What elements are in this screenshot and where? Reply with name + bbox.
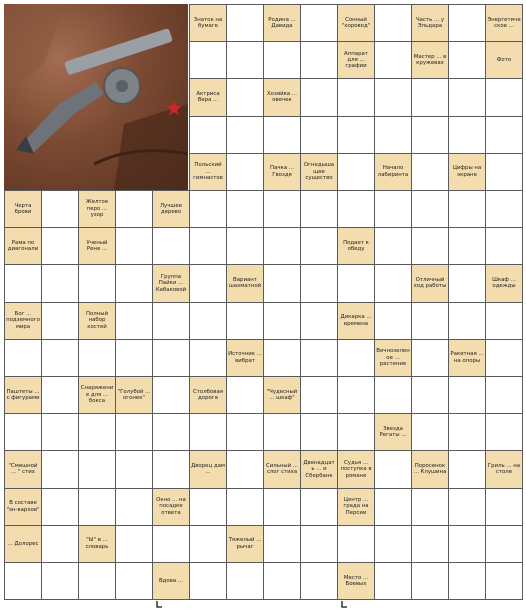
clue-cell [4, 302, 42, 340]
clue-text: Источник ... вибрат [228, 351, 262, 364]
answer-cell[interactable] [226, 41, 264, 79]
answer-cell[interactable] [152, 413, 190, 451]
clue-cell [337, 450, 375, 488]
clue-text: Подает к обеду [343, 239, 369, 253]
clue-text: Ракетная ... на опоры [450, 351, 484, 364]
answer-cell[interactable] [448, 227, 486, 265]
revolver-icon [4, 4, 188, 190]
answer-cell[interactable] [189, 339, 227, 377]
clue-text: Судья ... поступка в романе [340, 459, 372, 479]
answer-cell[interactable] [337, 153, 375, 191]
clue-text: Мастер ... в кружевах [413, 53, 447, 67]
clue-text: Группа Пайки ... Кабаковой [155, 273, 187, 293]
answer-cell[interactable] [300, 227, 338, 265]
answer-cell[interactable] [448, 41, 486, 79]
clue-text: Начало лабиринта [377, 165, 409, 178]
answer-cell[interactable] [152, 302, 190, 340]
answer-cell[interactable] [300, 488, 338, 526]
answer-cell[interactable] [337, 190, 375, 228]
answer-cell[interactable] [263, 190, 301, 228]
clue-text: В составе "эн-вархов" [6, 500, 40, 513]
clue-cell [78, 525, 116, 563]
answer-cell[interactable] [4, 339, 42, 377]
answer-cell[interactable] [263, 227, 301, 265]
clue-text: Вечнозеленое ... растение [376, 348, 410, 368]
answer-cell[interactable] [152, 525, 190, 563]
answer-cell[interactable] [226, 116, 264, 154]
answer-cell[interactable] [337, 264, 375, 302]
answer-cell[interactable] [300, 41, 338, 79]
answer-cell[interactable] [189, 41, 227, 79]
answer-cell[interactable] [115, 525, 153, 563]
answer-cell[interactable] [115, 302, 153, 340]
clue-cell [485, 264, 523, 302]
answer-cell[interactable] [485, 525, 523, 563]
clue-cell [263, 153, 301, 191]
answer-cell[interactable] [226, 488, 264, 526]
answer-cell[interactable] [78, 450, 116, 488]
clue-cell [337, 4, 375, 42]
arrow-down-icon [156, 601, 163, 610]
answer-cell[interactable] [374, 562, 412, 600]
answer-cell[interactable] [411, 562, 449, 600]
answer-cell[interactable] [374, 302, 412, 340]
clue-text: Место ... Боевых [343, 574, 369, 588]
answer-cell[interactable] [41, 190, 79, 228]
revolver-photo [4, 4, 188, 190]
answer-cell[interactable] [337, 376, 375, 414]
answer-cell[interactable] [263, 41, 301, 79]
clue-cell [78, 302, 116, 340]
answer-cell[interactable] [485, 339, 523, 377]
answer-cell[interactable] [226, 302, 264, 340]
clue-cell [263, 450, 301, 488]
clue-cell [189, 376, 227, 414]
answer-cell[interactable] [411, 116, 449, 154]
answer-cell[interactable] [300, 4, 338, 42]
clue-cell [263, 376, 301, 414]
clue-text: Двенадцать ... и Сбербанк [303, 459, 335, 479]
answer-cell[interactable] [374, 78, 412, 116]
clue-text: Родина ... Давида [268, 16, 296, 30]
answer-cell[interactable] [337, 116, 375, 154]
answer-cell[interactable] [300, 190, 338, 228]
clue-text: Окно ... на посадке ответа [156, 497, 186, 516]
clue-cell [4, 488, 42, 526]
answer-cell[interactable] [411, 227, 449, 265]
answer-cell[interactable] [263, 264, 301, 302]
answer-cell[interactable] [411, 302, 449, 340]
clue-cell [337, 562, 375, 600]
clue-cell [189, 78, 227, 116]
clue-text: Сильный ... слог стиха [265, 463, 299, 476]
answer-cell[interactable] [300, 78, 338, 116]
clue-cell [189, 153, 227, 191]
answer-cell[interactable] [485, 153, 523, 191]
clue-cell [152, 190, 190, 228]
answer-cell[interactable] [300, 116, 338, 154]
clue-cell [4, 376, 42, 414]
answer-cell[interactable] [374, 227, 412, 265]
clue-cell [337, 488, 375, 526]
answer-cell[interactable] [300, 376, 338, 414]
answer-cell[interactable] [411, 376, 449, 414]
clue-cell [448, 339, 486, 377]
answer-cell[interactable] [374, 190, 412, 228]
clue-cell [374, 413, 412, 451]
clue-cell [152, 264, 190, 302]
clue-cell [485, 41, 523, 79]
clue-text: Часть ... у Эльдара [415, 16, 445, 30]
answer-cell[interactable] [152, 339, 190, 377]
answer-cell[interactable] [189, 562, 227, 600]
answer-cell[interactable] [226, 190, 264, 228]
answer-cell[interactable] [189, 488, 227, 526]
answer-cell[interactable] [152, 227, 190, 265]
clue-text: Актриса Вера ... [196, 91, 220, 104]
answer-cell[interactable] [115, 190, 153, 228]
answer-cell[interactable] [485, 302, 523, 340]
answer-cell[interactable] [411, 413, 449, 451]
answer-cell[interactable] [78, 264, 116, 302]
answer-cell[interactable] [4, 264, 42, 302]
clue-text: Поросенок ... Клушина [413, 463, 447, 476]
answer-cell[interactable] [226, 450, 264, 488]
answer-cell[interactable] [448, 78, 486, 116]
answer-cell[interactable] [337, 78, 375, 116]
clue-cell [411, 264, 449, 302]
answer-cell[interactable] [226, 413, 264, 451]
answer-cell[interactable] [337, 339, 375, 377]
answer-cell[interactable] [41, 488, 79, 526]
clue-cell [374, 339, 412, 377]
clue-cell [300, 450, 338, 488]
answer-cell[interactable] [226, 78, 264, 116]
answer-cell[interactable] [115, 227, 153, 265]
answer-cell[interactable] [189, 264, 227, 302]
clue-text: Польский ... гимнастов [193, 162, 223, 182]
clue-text: Черта брови [14, 202, 32, 216]
answer-cell[interactable] [263, 488, 301, 526]
answer-cell[interactable] [226, 153, 264, 191]
answer-cell[interactable] [300, 525, 338, 563]
answer-cell[interactable] [263, 302, 301, 340]
answer-cell[interactable] [78, 488, 116, 526]
answer-cell[interactable] [152, 376, 190, 414]
clue-text: Дворец дам ... [191, 463, 225, 476]
answer-cell[interactable] [485, 78, 523, 116]
clue-text: Тяжелый ... рычаг [228, 537, 262, 550]
answer-cell[interactable] [41, 562, 79, 600]
answer-cell[interactable] [337, 525, 375, 563]
clue-text: Сонный "хоровод" [341, 16, 371, 30]
clue-cell [300, 153, 338, 191]
answer-cell[interactable] [115, 413, 153, 451]
answer-cell[interactable] [263, 413, 301, 451]
clue-cell [226, 264, 264, 302]
clue-text: Бог ... подземного мира [6, 311, 40, 330]
answer-cell[interactable] [226, 4, 264, 42]
answer-cell[interactable] [115, 450, 153, 488]
answer-cell[interactable] [411, 339, 449, 377]
clue-text: Фото [496, 57, 512, 64]
clue-text: Лучшее дерево [160, 202, 182, 216]
answer-cell[interactable] [41, 450, 79, 488]
clue-cell [189, 450, 227, 488]
clue-text: Знаток на бумаге [193, 16, 223, 30]
clue-text: "Ы" в ... словарь [85, 537, 109, 550]
answer-cell[interactable] [78, 339, 116, 377]
answer-cell[interactable] [448, 190, 486, 228]
clue-text: "Голубой ... огонек" [117, 388, 151, 402]
clue-text: Шкаф ... одежды [492, 277, 516, 290]
answer-cell[interactable] [337, 413, 375, 451]
answer-cell[interactable] [189, 525, 227, 563]
answer-cell[interactable] [411, 190, 449, 228]
answer-cell[interactable] [448, 562, 486, 600]
clue-cell [4, 450, 42, 488]
answer-cell[interactable] [448, 450, 486, 488]
answer-cell[interactable] [41, 413, 79, 451]
clue-text: Отличный ход работы [413, 277, 447, 290]
clue-cell [152, 488, 190, 526]
answer-cell[interactable] [374, 376, 412, 414]
clue-text: Рама по диагонали [7, 239, 39, 253]
answer-cell[interactable] [263, 339, 301, 377]
answer-cell[interactable] [226, 227, 264, 265]
clue-text: Вариант шахматной [228, 277, 262, 290]
answer-cell[interactable] [448, 264, 486, 302]
clue-cell [263, 4, 301, 42]
answer-cell[interactable] [41, 302, 79, 340]
answer-cell[interactable] [485, 413, 523, 451]
clue-cell [115, 376, 153, 414]
clue-cell [4, 525, 42, 563]
answer-cell[interactable] [78, 562, 116, 600]
answer-cell[interactable] [411, 488, 449, 526]
clue-text: Гриль ... на столе [487, 463, 521, 476]
answer-cell[interactable] [448, 116, 486, 154]
answer-cell[interactable] [374, 41, 412, 79]
clue-text: Центр ... града на Персии [343, 497, 369, 516]
clue-cell [485, 450, 523, 488]
answer-cell[interactable] [115, 339, 153, 377]
clue-cell [78, 227, 116, 265]
answer-cell[interactable] [300, 302, 338, 340]
clue-cell [4, 190, 42, 228]
clue-cell [4, 227, 42, 265]
arrow-down-icon [341, 601, 348, 610]
answer-cell[interactable] [189, 190, 227, 228]
clue-cell [226, 525, 264, 563]
answer-cell[interactable] [448, 302, 486, 340]
clue-text: Аппарат для ... графии [344, 50, 368, 70]
clue-cell [263, 78, 301, 116]
clue-text: ... Долорес [7, 540, 39, 547]
answer-cell[interactable] [485, 488, 523, 526]
clue-text: Энергетическое ... [487, 16, 521, 30]
answer-cell[interactable] [115, 264, 153, 302]
clue-text: Столбовая дорога [193, 388, 223, 402]
clue-text: Пачка ... Гвоздя [270, 165, 294, 178]
answer-cell[interactable] [115, 488, 153, 526]
answer-cell[interactable] [263, 116, 301, 154]
answer-cell[interactable] [263, 525, 301, 563]
answer-cell[interactable] [448, 488, 486, 526]
answer-cell[interactable] [41, 339, 79, 377]
clue-text: Хозяйка ... овечек [266, 91, 298, 104]
clue-cell [337, 302, 375, 340]
answer-cell[interactable] [41, 264, 79, 302]
answer-cell[interactable] [41, 376, 79, 414]
answer-cell[interactable] [189, 116, 227, 154]
clue-text: Дикарка ... времена [340, 314, 372, 327]
clue-text: Цифры на экране [452, 165, 482, 178]
clue-text: Желтое перо ... узор [85, 199, 109, 219]
answer-cell[interactable] [448, 4, 486, 42]
clue-text: "Смешной ... " стих [8, 463, 38, 476]
clue-cell [337, 227, 375, 265]
answer-cell[interactable] [41, 227, 79, 265]
answer-cell[interactable] [263, 562, 301, 600]
clue-cell [226, 339, 264, 377]
answer-cell[interactable] [189, 302, 227, 340]
answer-cell[interactable] [300, 264, 338, 302]
clue-text: Вдова ... [158, 577, 184, 584]
answer-cell[interactable] [448, 413, 486, 451]
answer-cell[interactable] [226, 562, 264, 600]
answer-cell[interactable] [4, 413, 42, 451]
answer-cell[interactable] [78, 413, 116, 451]
answer-cell[interactable] [300, 413, 338, 451]
answer-cell[interactable] [374, 116, 412, 154]
answer-cell[interactable] [189, 227, 227, 265]
clue-text: Снаряжение для ... бокса [80, 385, 114, 405]
clue-text: Паштеты ... с фигурами [6, 388, 40, 402]
clue-cell [411, 4, 449, 42]
answer-cell[interactable] [152, 450, 190, 488]
clue-cell [448, 153, 486, 191]
answer-cell[interactable] [374, 450, 412, 488]
answer-cell[interactable] [485, 376, 523, 414]
answer-cell[interactable] [448, 525, 486, 563]
clue-text: Огнедышащее существо [303, 162, 335, 182]
clue-text: Звезда Регаты ... [379, 425, 407, 439]
clue-text: Полный набор костей [85, 311, 109, 330]
answer-cell[interactable] [374, 488, 412, 526]
answer-cell[interactable] [374, 525, 412, 563]
clue-cell [189, 4, 227, 42]
answer-cell[interactable] [485, 562, 523, 600]
answer-cell[interactable] [485, 190, 523, 228]
answer-cell[interactable] [4, 562, 42, 600]
answer-cell[interactable] [226, 376, 264, 414]
clue-text: Ученый Рене ... [86, 239, 108, 253]
clue-cell [411, 41, 449, 79]
answer-cell[interactable] [485, 227, 523, 265]
clue-cell [78, 190, 116, 228]
clue-cell [337, 41, 375, 79]
clue-cell [78, 376, 116, 414]
answer-cell[interactable] [448, 376, 486, 414]
clue-text: "Чудесный ... шкаф" [266, 388, 298, 402]
answer-cell[interactable] [115, 562, 153, 600]
answer-cell[interactable] [374, 264, 412, 302]
clue-cell [374, 153, 412, 191]
clue-cell [485, 4, 523, 42]
answer-cell[interactable] [374, 4, 412, 42]
answer-cell[interactable] [411, 78, 449, 116]
answer-cell[interactable] [189, 413, 227, 451]
answer-cell[interactable] [411, 525, 449, 563]
clue-cell [152, 562, 190, 600]
answer-cell[interactable] [300, 339, 338, 377]
answer-cell[interactable] [41, 525, 79, 563]
answer-cell[interactable] [485, 116, 523, 154]
answer-cell[interactable] [411, 153, 449, 191]
clue-cell [411, 450, 449, 488]
answer-cell[interactable] [300, 562, 338, 600]
